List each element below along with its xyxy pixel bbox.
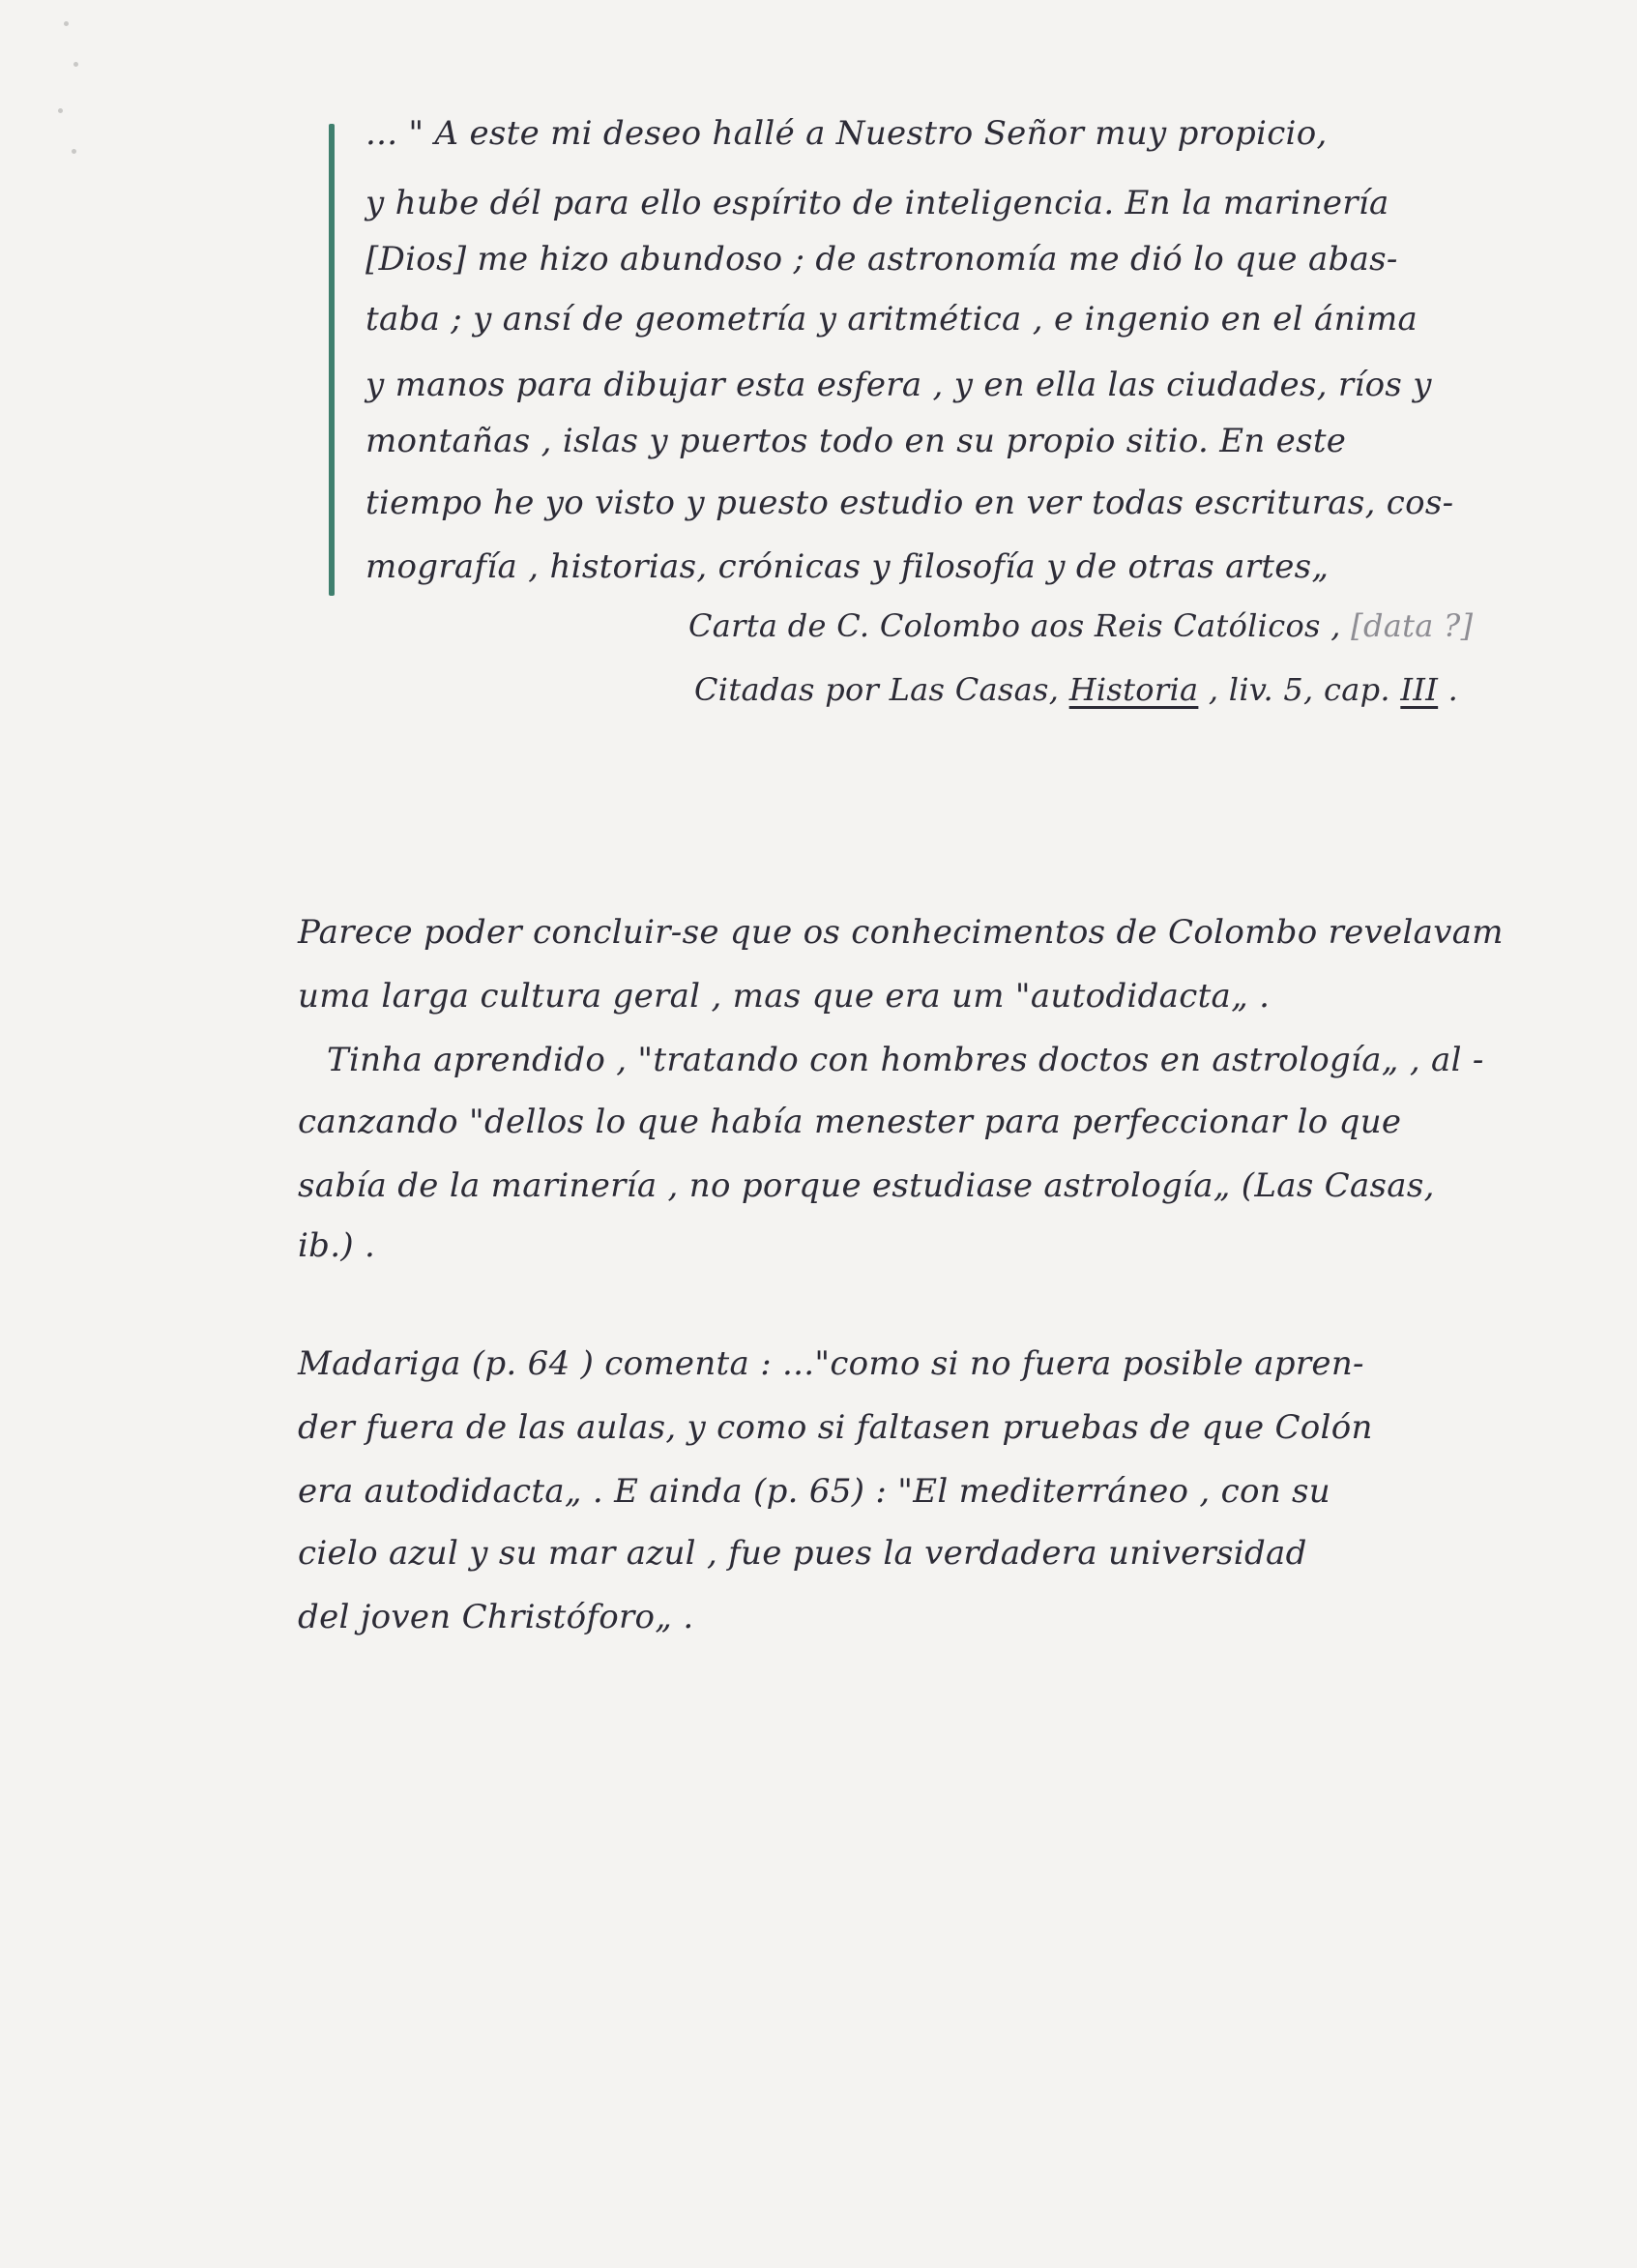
pencil-date-note: [data ?] [1351, 607, 1474, 644]
paragraph-line: Tinha aprendido , "tratando con hombres doctos en astrología„ , al - [327, 1041, 1484, 1079]
citation-end: . [1438, 671, 1459, 708]
paragraph-line: cielo azul y su mar azul , fue pues la verdadera universidad [298, 1534, 1307, 1573]
paragraph-line: era autodidacta„ . E ainda (p. 65) : "El mediterráneo , con su [298, 1472, 1330, 1511]
citation-line [688, 607, 1473, 644]
paragraph-line: der fuera de las aulas, y como si faltasen pruebas de que Colón [298, 1408, 1373, 1447]
binder-hole-mark [58, 108, 63, 113]
citation-location: , liv. 5, cap. [1198, 671, 1390, 708]
quote-line: mografía , historias, crónicas y filosofía y de otras artes„ [365, 547, 1330, 586]
quote-line: y hube dél para ello espírito de inteligencia. En la marinería [365, 184, 1389, 222]
citation-source: Carta de C. Colombo aos Reis Católicos , [688, 607, 1341, 644]
quote-line: taba ; y ansí de geometría y aritmética , e ingenio en el ánima [365, 300, 1418, 339]
quote-line: y manos para dibujar esta esfera , y en ella las ciudades, ríos y [365, 366, 1432, 404]
binder-hole-mark [64, 21, 69, 26]
quote-line: ... " A este mi deseo hallé a Nuestro Señor muy propicio, [365, 114, 1328, 153]
paragraph-line: sabía de la marinería , no porque estudiase astrología„ (Las Casas, [298, 1166, 1435, 1205]
citation-chapter: III [1400, 671, 1439, 708]
binder-hole-mark [72, 149, 76, 154]
quote-margin-bar [329, 124, 335, 596]
citation-line [694, 671, 1458, 708]
paragraph-line: Parece poder concluir-se que os conhecimentos de Colombo revelavam [298, 913, 1504, 952]
paragraph-line: canzando "dellos lo que había menester para perfeccionar lo que [298, 1103, 1402, 1141]
quote-line: tiempo he yo visto y puesto estudio en ver todas escrituras, cos- [365, 484, 1454, 522]
paragraph-line: uma larga cultura geral , mas que era um "autodidacta„ . [298, 977, 1271, 1016]
quote-line: [Dios] me hizo abundoso ; de astronomía me dió lo que abas- [365, 240, 1398, 279]
quote-line: montañas , islas y puertos todo en su propio sitio. En este [365, 422, 1347, 460]
citation-work-title: Historia [1068, 671, 1199, 708]
paragraph-line: del joven Christóforo„ . [298, 1598, 694, 1636]
paragraph-line: ib.) . [298, 1226, 376, 1265]
binder-hole-mark [73, 62, 78, 67]
paragraph-line: Madariga (p. 64 ) comenta : ..."como si no fuera posible apren- [298, 1344, 1364, 1383]
citation-prefix: Citadas por Las Casas, [694, 671, 1069, 708]
